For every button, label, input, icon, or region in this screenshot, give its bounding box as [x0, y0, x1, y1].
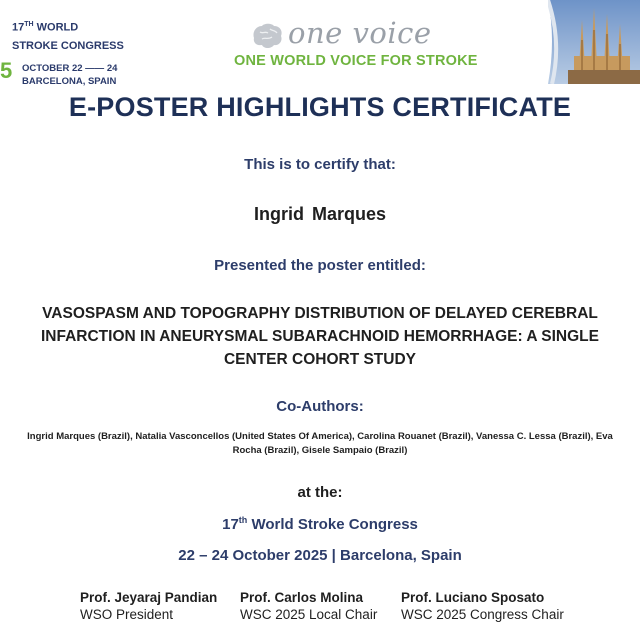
logo-city: BARCELONA, SPAIN	[22, 76, 117, 87]
signatory-name: Prof. Luciano Sposato	[401, 590, 545, 605]
signatory-name: Prof. Jeyaraj Pandian	[80, 590, 218, 605]
presented-label: Presented the poster entitled:	[214, 257, 426, 274]
logo-congress-name: STROKE CONGRESS	[12, 40, 124, 52]
coauthors-label: Co-Authors:	[276, 398, 364, 415]
recipient-name: Ingrid Marques	[253, 204, 386, 224]
certify-label: This is to certify that:	[244, 156, 396, 173]
signatory-role: WSC 2025 Local Chair	[240, 607, 378, 622]
slogan-tagline: ONE WORLD VOICE FOR STROKE	[234, 53, 478, 69]
logo-edition: 17TH WORLD	[12, 21, 79, 34]
event-dates: 22 – 24 October 2025 | Barcelona, Spain	[178, 547, 462, 564]
congress-name: 17th World Stroke Congress	[222, 515, 418, 533]
signatory-role: WSC 2025 Congress Chair	[401, 607, 564, 622]
slogan-script: one voice	[288, 16, 432, 50]
congress-logo	[0, 10, 130, 87]
signatory-local-chair	[240, 590, 377, 622]
certificate-title: E-POSTER HIGHLIGHTS CERTIFICATE	[68, 92, 572, 122]
at-label: at the:	[297, 484, 343, 501]
coauthors-list: Ingrid Marques (Brazil), Natalia Vasconcellos (United States Of America), Carolina Rouanet (Brazil), Vanessa C. Lessa (Brazil), Eva Rocha (Brazil), Gisele Sampaio (Brazil)	[27, 431, 613, 456]
signatory-congress-chair	[401, 590, 564, 622]
logo-big-digit: 5	[0, 58, 13, 83]
signatory-role: WSO President	[80, 607, 174, 622]
sagrada-familia-photo	[548, 0, 640, 84]
poster-title: VASOSPASM AND TOPOGRAPHY DISTRIBUTION OF DELAYED CEREBRAL INFARCTION IN ANEURYSMAL SUBARACHNOID HEMORRHAGE: A SINGLE CENTER COHORT STUDY	[40, 305, 599, 368]
signatory-president	[80, 590, 217, 622]
logo-dates: OCTOBER 22 —— 24	[22, 63, 118, 74]
brain-icon	[250, 22, 284, 50]
signatory-name: Prof. Carlos Molina	[240, 590, 364, 605]
